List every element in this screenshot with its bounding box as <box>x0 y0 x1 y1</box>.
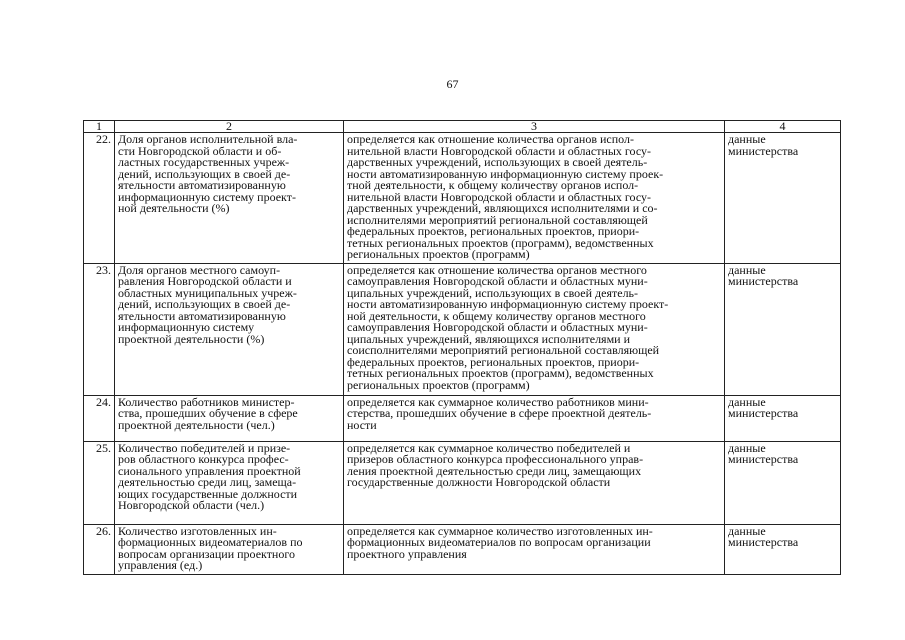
column-header: 1 <box>84 121 115 133</box>
calculation-method: определяется как суммарное количество работников мини- стерства, прошедших обучение в сфере проектной деятель- ности <box>344 395 725 441</box>
calculation-method: определяется как суммарное количество изготовленных ин- формационных видеоматериалов по вопросам организации проектного управления <box>344 524 725 574</box>
indicators-table <box>83 120 841 575</box>
indicator-name: Количество победителей и призе- ров областного конкурса профес- сионального управления проектной деятельностью среди лиц, замеща- ющих государственные должности Новгородской области (чел.) <box>115 441 344 524</box>
calculation-method: определяется как суммарное количество победителей и призеров областного конкурса профессионального управ- ления проектной деятельностью среди лиц, замещающих государственные должности Новгородской области <box>344 441 725 524</box>
column-header: 2 <box>115 121 344 133</box>
table-row <box>84 395 841 441</box>
table-header-row <box>84 121 841 133</box>
calculation-method: определяется как отношение количества органов местного самоуправления Новгородской области и областных муни- ципальных учреждений, использующих в своей деятель- ности автоматизированную информационную систему проект- ной деятельности, к общему количеству органов местного самоуправления Новгородской области и областных муни- ципальных учреждений, являющихся исполнителями и соисполнителями мероприятий региональной составляющей федеральных проектов, региональных проектов, приори- тетных региональных проектов (программ), ведомственных региональных проектов (программ) <box>344 263 725 395</box>
row-number: 24. <box>84 395 115 441</box>
data-source: данные министерства <box>725 133 841 264</box>
indicator-name: Количество изготовленных ин- формационных видеоматериалов по вопросам организации проектного управления (ед.) <box>115 524 344 574</box>
row-number: 23. <box>84 263 115 395</box>
indicator-name: Доля органов исполнительной вла- сти Новгородской области и об- ластных государственных учреж- дений, использующих в своей де- ятельности автоматизированную информационную систему проект- ной деятельности (%) <box>115 133 344 264</box>
table-row <box>84 263 841 395</box>
data-source: данные министерства <box>725 263 841 395</box>
indicator-name: Количество работников министер- ства, прошедших обучение в сфере проектной деятельности (чел.) <box>115 395 344 441</box>
column-header: 4 <box>725 121 841 133</box>
indicator-name: Доля органов местного самоуп- равления Новгородской области и областных муниципальных учреж- дений, использующих в своей де- ятельности автоматизированную информационную систему проектной деятельности (%) <box>115 263 344 395</box>
table-row <box>84 441 841 524</box>
table-row <box>84 524 841 574</box>
row-number: 22. <box>84 133 115 264</box>
data-source: данные министерства <box>725 395 841 441</box>
row-number: 26. <box>84 524 115 574</box>
column-header: 3 <box>344 121 725 133</box>
page-number: 67 <box>446 77 459 91</box>
row-number: 25. <box>84 441 115 524</box>
data-source: данные министерства <box>725 441 841 524</box>
data-source: данные министерства <box>725 524 841 574</box>
table-row <box>84 133 841 264</box>
calculation-method: определяется как отношение количества органов испол- нительной власти Новгородской области и областных госу- дарственных учреждений, использующих в своей деятель- ности автоматизированную информационную систему проек- тной деятельности, к общему количеству органов испол- нительной власти Новгородской области и областных госу- дарственных учреждений, являющихся исполнителями и со- исполнителями мероприятий региональной составляющей федеральных проектов, региональных проектов, приори- тетных региональных проектов (программ), ведомственных региональных проектов (программ) <box>344 133 725 264</box>
